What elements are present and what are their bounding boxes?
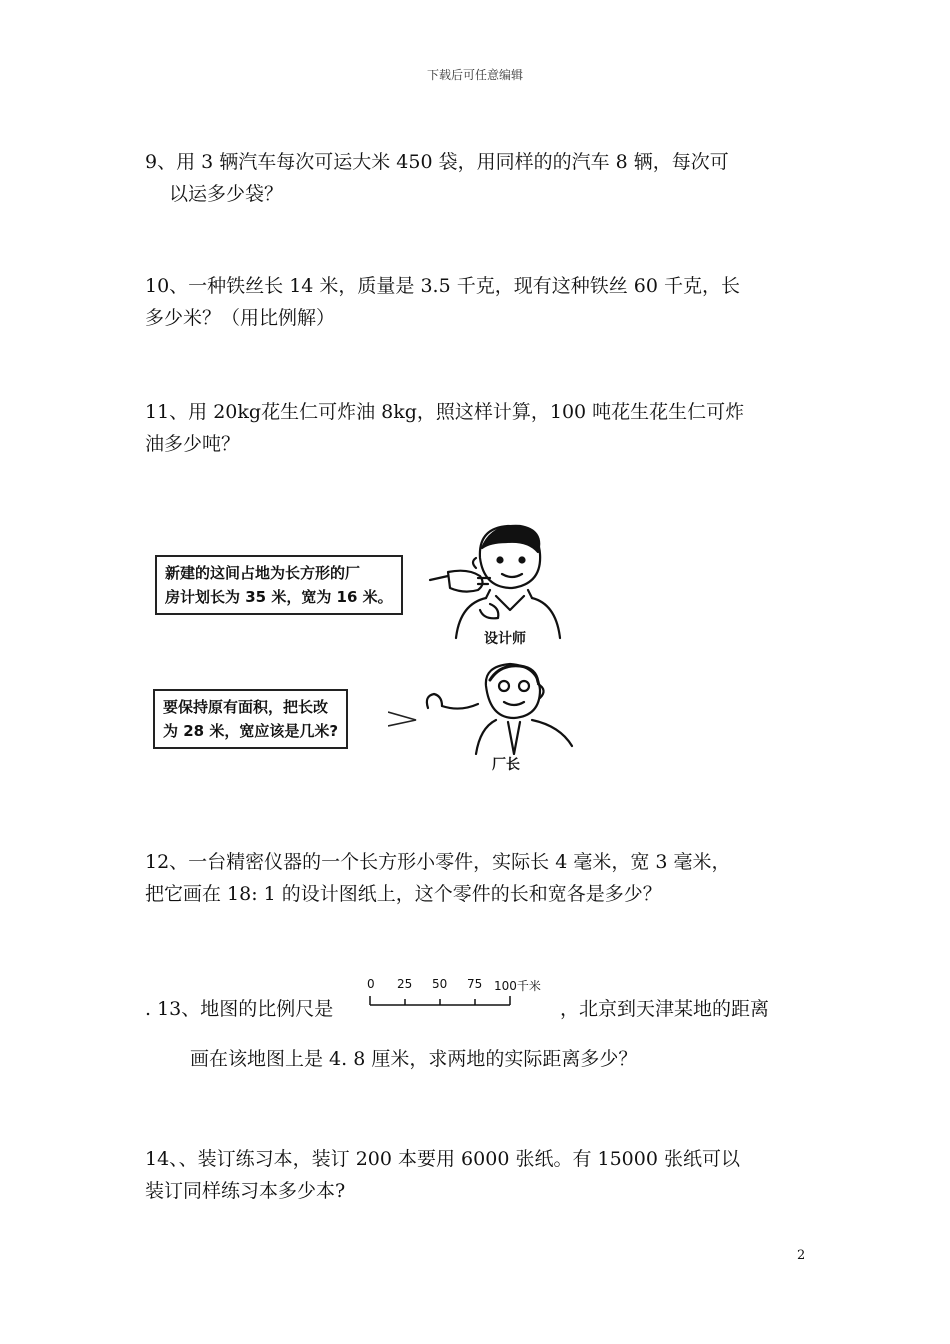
question-11-line2: 油多少吨？ [145,433,241,455]
question-11-line1: 11、用 20kg花生仁可炸油 8kg，照这样计算，100 吨花生花生仁可炸 [145,401,745,423]
question-12-line2: 把它画在 18: 1 的设计图纸上，这个零件的长和宽各是多少？ [145,883,662,905]
map-scale-bar [366,977,556,1007]
manager-caption: 厂长 [492,757,520,773]
question-14-line1: 14、、装订练习本，装订 200 本要用 6000 张纸。有 15000 张纸可以 [145,1148,740,1170]
question-14 [145,1143,740,1207]
scale-label-0: 0 [367,977,375,991]
scale-ruler-icon [366,993,516,1007]
manager-speech-bubble [153,689,348,749]
designer-bubble-line2: 房计划长为 35 米，宽为 16 米。 [165,588,393,606]
designer-bubble-line1: 新建的这间占地为长方形的厂 [165,564,361,582]
question-14-line2: 装订同样练习本多少本? [145,1180,346,1202]
question-10-line1: 10、一种铁丝长 14 米，质量是 3.5 千克，现有这种铁丝 60 千克，长 [145,275,740,297]
question-13-suffix: ，北京到天津某地的距离 [560,998,770,1020]
scale-label-100: 100千米 [494,979,541,993]
question-9-line2: 以运多少袋？ [169,183,284,205]
scale-label-75: 75 [467,977,483,991]
scale-label-50: 50 [432,977,448,991]
question-12-line1: 12、一台精密仪器的一个长方形小零件，实际长 4 毫米，宽 3 毫米， [145,851,731,873]
manager-bubble-line2: 为 28 米，宽应该是几米? [163,722,339,740]
factory-manager-figure-icon [420,660,590,755]
question-10-line2: 多少米？（用比例解） [145,307,336,329]
question-9-line1: 9、用 3 辆汽车每次可运大米 450 袋，用同样的的汽车 8 辆，每次可 [145,151,729,173]
speech-bubble-tail-icon [388,710,418,730]
scale-label-25: 25 [397,977,413,991]
manager-bubble-line1: 要保持原有面积，把长改 [163,698,329,716]
question-9 [145,146,729,210]
designer-caption: 设计师 [484,631,526,647]
question-13-prefix: . 13、地图的比例尺是 [145,998,334,1020]
question-11 [145,396,744,460]
page-number: 2 [797,1248,806,1263]
question-10 [145,270,740,334]
question-12 [145,846,731,910]
page-header: 下载后可任意编辑 [426,68,523,82]
question-13-line2: 画在该地图上是 4. 8 厘米，求两地的实际距离多少？ [190,1048,638,1070]
designer-speech-bubble [155,555,403,615]
